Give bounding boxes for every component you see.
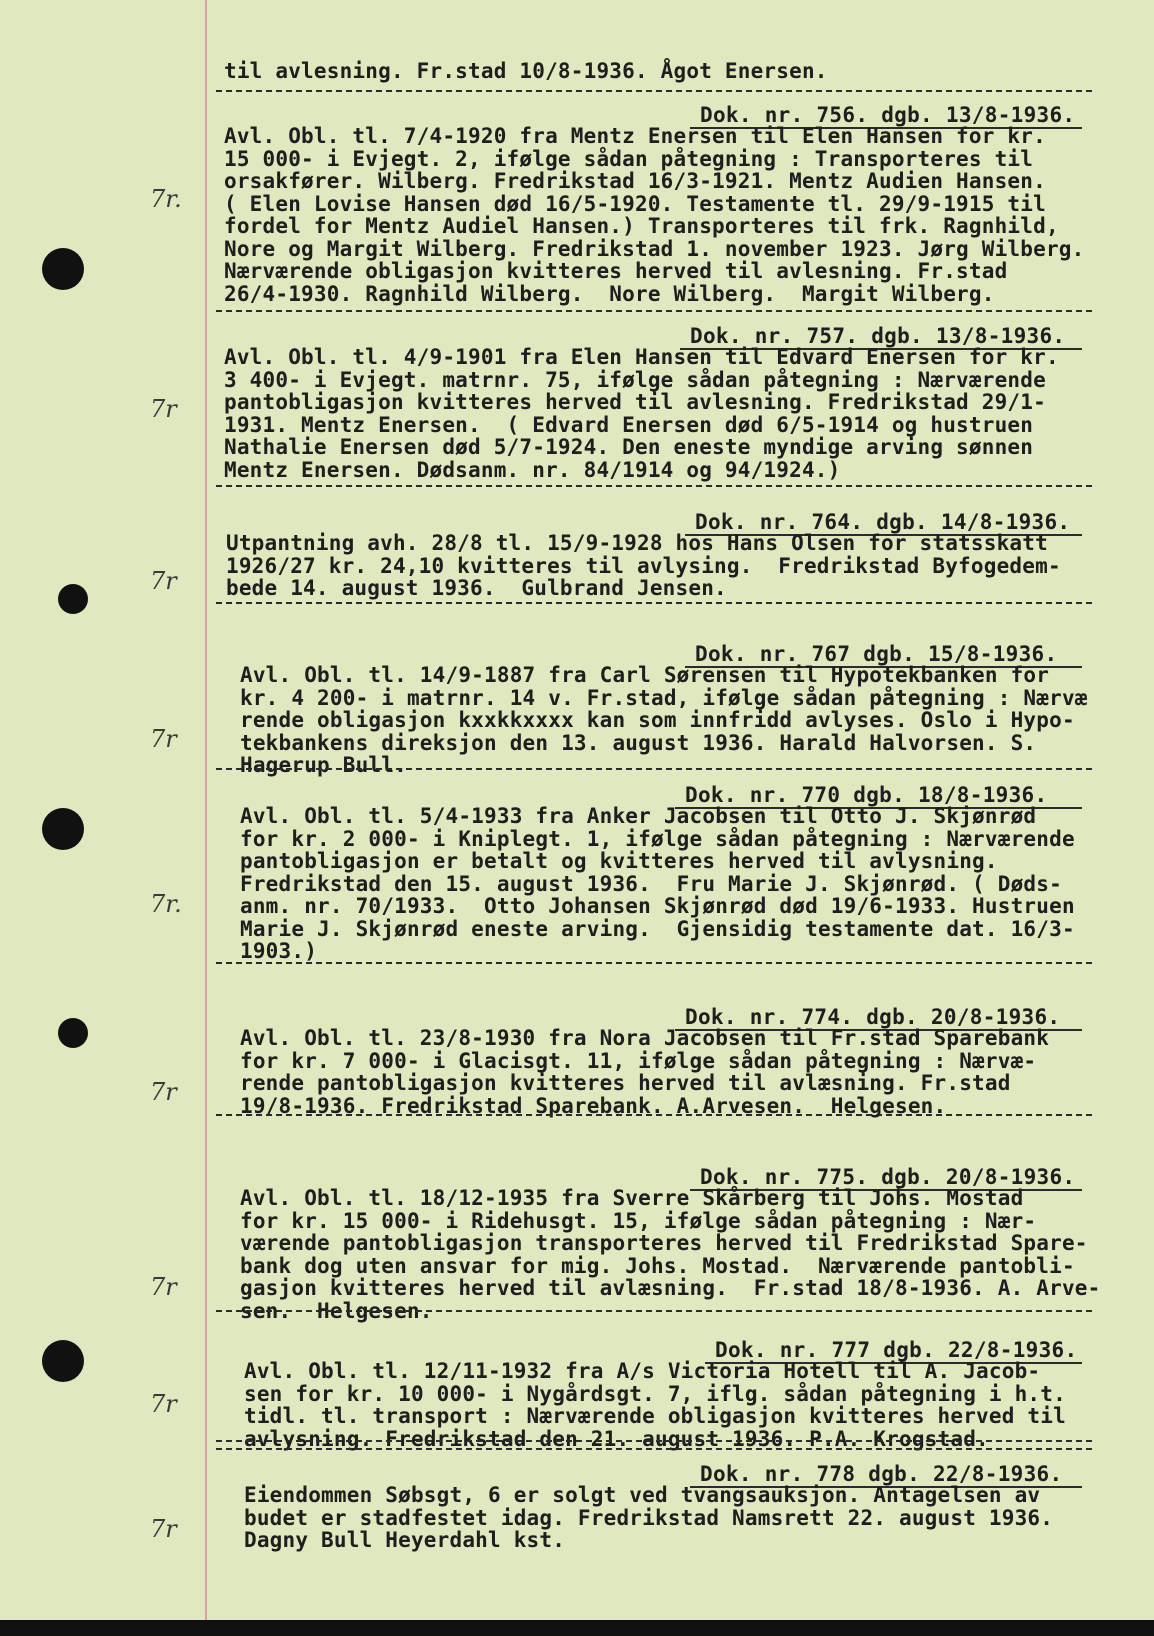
entry-separator [216,962,1092,964]
entry-text-line: tidl. tl. transport : Nærværende obligasjon kvitteres herved til [244,1404,1066,1428]
entry-text-line: for kr. 15 000- i Ridehusgt. 15, ifølge sådan påtegning : Nær- [240,1208,1037,1233]
margin-mark: 7r [150,1515,177,1543]
entry-header: Dok. nr. 774. dgb. 20/8-1936. [685,1005,1061,1029]
entry-text-line: Fredrikstad den 15. august 1936. Fru Marie J. Skjønrød. ( Døds- [240,871,1062,896]
entry-header: Dok. nr. 767 dgb. 15/8-1936. [695,642,1058,666]
entry-text-line: Avl. Obl. tl. 5/4-1933 fra Anker Jacobsen til Otto J. Skjønrød [240,804,1037,828]
entry-text-line: Dagny Bull Heyerdahl kst. [244,1528,566,1552]
entry-text-line: 1931. Mentz Enersen. ( Edvard Enersen død 6/5-1914 og hustruen [224,412,1034,437]
entry-text-line: værende pantobligasjon transporteres herved til Fredrikstad Spare- [240,1231,1088,1255]
margin-mark: 7r [150,1273,177,1301]
entry-text-line: rende obligasjon kxxkkxxxx kan som innfridd avlyses. Oslo i Hypo- [240,708,1075,732]
entry-text-line: 26/4-1930. Ragnhild Wilberg. Nore Wilberg. Margit Wilberg. [224,281,995,306]
entry-text-line: tekbankens direksjon den 13. august 1936. Harald Halvorsen. S. [240,730,1037,755]
entry-text-line: ( Elen Lovise Hansen død 16/5-1920. Testamente tl. 29/9-1915 til [224,191,1046,216]
entry-text-line: Nore og Margit Wilberg. Fredrikstad 1. november 1923. Jørg Wilberg. [224,236,1085,261]
entry-text-line: sen for kr. 10 000- i Nygårdsgt. 7, iflg. sådan påtegning i h.t. [244,1381,1066,1406]
entry-text-line: for kr. 2 000- i Kniplegt. 1, ifølge sådan påtegning : Nærværende [240,826,1075,851]
entry-separator [216,90,1092,92]
entry-header: Dok. nr. 757. dgb. 13/8-1936. [690,324,1066,348]
margin-rule [205,0,207,1636]
entry-header: Dok. nr. 756. dgb. 13/8-1936. [700,103,1076,127]
punch-hole [42,248,84,290]
entry-separator [216,1448,1092,1450]
entry-separator [216,310,1092,312]
entry-text-line: kr. 4 200- i matrnr. 14 v. Fr.stad, ifølge sådan påtegning : Nærvæ [240,685,1088,710]
entry-text-line: budet er stadfestet idag. Fredrikstad Namsrett 22. august 1936. [244,1505,1054,1530]
entry-header: Dok. nr. 778 dgb. 22/8-1936. [700,1462,1063,1486]
entry-separator [216,485,1092,487]
margin-mark: 7r [150,725,177,753]
entry-separator [216,1310,1092,1312]
entry-separator [216,602,1092,604]
entry-text-line: 1926/27 kr. 24,10 kvitteres til avlysing. Fredrikstad Byfogedem- [226,553,1061,578]
entry-text-line: for kr. 7 000- i Glacisgt. 11, ifølge sådan påtegning : Nærvæ- [240,1048,1037,1073]
entry-text-line: Avl. Obl. tl. 12/11-1932 fra A/s Victoria Hotell til A. Jacob- [244,1359,1041,1383]
punch-hole [42,1340,84,1382]
punch-hole [42,808,84,850]
entry-text-line: Avl. Obl. tl. 14/9-1887 fra Carl Sørensen til Hypotekbanken for [240,663,1050,687]
entry-text-line: sen. Helgesen. [240,1298,433,1323]
margin-mark: 7r [150,395,177,423]
entry-text-line: 15 000- i Evjegt. 2, ifølge sådan påtegning : Transporteres til [224,146,1034,171]
entry-text-line: fordel for Mentz Audiel Hansen.) Transporteres til frk. Ragnhild, [224,214,1059,238]
entry-separator [216,1114,1092,1116]
margin-mark: 7r [150,1078,177,1106]
entry-separator [216,768,1092,770]
entry-text-line: Avl. Obl. tl. 4/9-1901 fra Elen Hansen til Edvard Enersen for kr. [224,345,1059,369]
entry-text-line: 3 400- i Evjegt. matrnr. 75, ifølge sådan påtegning : Nærværende [224,367,1046,392]
entry-header: Dok. nr. 770 dgb. 18/8-1936. [685,783,1048,807]
entry-text-line: Nathalie Enersen død 5/7-1924. Den eneste myndige arving sønnen [224,435,1034,459]
entry-text-line: 19/8-1936. Fredrikstad Sparebank. A.Arvesen. Helgesen. [240,1093,947,1118]
entry-text-line: Avl. Obl. tl. 23/8-1930 fra Nora Jacobsen til Fr.stad Sparebank [240,1026,1050,1050]
punch-hole [58,584,88,614]
scan-border [0,1620,1154,1636]
entry-text-line: pantobligasjon er betalt og kvitteres herved til avlysning. [240,849,998,873]
margin-mark: 7r [150,1390,177,1418]
entry-text-line: Hagerup Bull. [240,753,407,777]
margin-mark: 7r [150,567,177,595]
entry-text-line: gasjon kvitteres herved til avlæsning. Fr.stad 18/8-1936. A. Arve- [240,1276,1101,1300]
entry-text-line: anm. nr. 70/1933. Otto Johansen Skjønrød død 19/6-1933. Hustruen [240,894,1075,918]
punch-hole [58,1018,88,1048]
entry-text-line: Eiendommen Søbsgt, 6 er solgt ved tvangsauksjon. Antagelsen av [244,1483,1041,1507]
entry-text-line: Avl. Obl. tl. 7/4-1920 fra Mentz Enersen til Elen Hansen for kr. [224,124,1046,148]
entry-text-line: Marie J. Skjønrød eneste arving. Gjensidig testamente dat. 16/3- [240,916,1075,941]
margin-mark: 7r. [150,185,182,213]
entry-header: Dok. nr. 764. dgb. 14/8-1936. [695,510,1071,534]
intro-line: til avlesning. Fr.stad 10/8-1936. Ågot Enersen. [224,59,828,83]
margin-mark: 7r. [150,890,182,918]
entry-text-line: Nærværende obligasjon kvitteres herved til avlesning. Fr.stad [224,259,1008,283]
entry-text-line: pantobligasjon kvitteres herved til avlesning. Fredrikstad 29/1- [224,390,1046,414]
entry-text-line: Avl. Obl. tl. 18/12-1935 fra Sverre Skårberg til Johs. Mostad [240,1186,1024,1210]
entry-text-line: Utpantning avh. 28/8 tl. 15/9-1928 hos Hans Olsen for statsskatt [226,531,1048,555]
entry-text-line: bede 14. august 1936. Gulbrand Jensen. [226,576,727,600]
entry-text-line: rende pantobligasjon kvitteres herved til avlæsning. Fr.stad [240,1071,1011,1095]
entry-text-line: avlysning. Fredrikstad den 21. august 1936. P.A. Krogstad. [244,1426,989,1451]
entry-text-line: orsakfører. Wilberg. Fredrikstad 16/3-1921. Mentz Audien Hansen. [224,169,1046,193]
entry-header: Dok. nr. 777 dgb. 22/8-1936. [715,1338,1078,1362]
entry-text-line: 1903.) [240,939,318,963]
entry-header: Dok. nr. 775. dgb. 20/8-1936. [700,1165,1076,1189]
entry-text-line: Mentz Enersen. Dødsanm. nr. 84/1914 og 94/1924.) [224,457,841,482]
entry-text-line: bank dog uten ansvar for mig. Johs. Mostad. Nærværende pantobli- [240,1253,1075,1278]
entry-separator [216,1440,1092,1442]
